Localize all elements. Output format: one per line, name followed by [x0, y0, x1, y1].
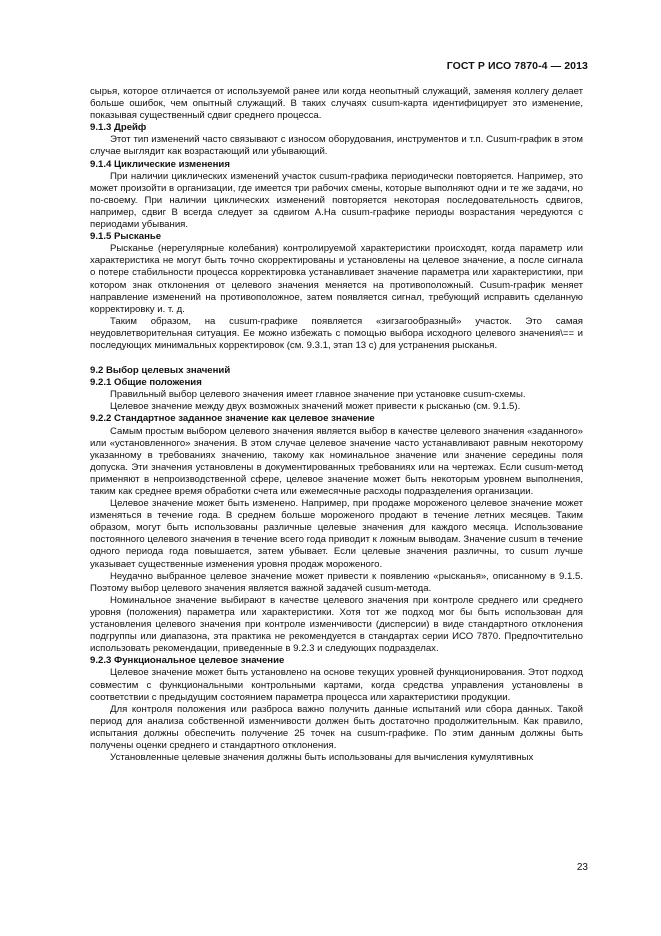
paragraph: Правильный выбор целевого значения имеет главное значение при установке cusum-схемы.: [110, 389, 526, 401]
standard-header: ГОСТ Р ИСО 7870-4 — 2013: [446, 60, 588, 72]
paragraph: Установленные целевые значения должны быть использованы для вычисления кумулятивных: [110, 752, 534, 764]
section-gap: [90, 352, 583, 365]
section-heading: 9.1.4 Циклические изменения: [90, 158, 230, 170]
paragraph: Рысканье (нерегулярные колебания) контролируемой характеристики происходят, когда параметр или характеристика не могут быть точно скорректированы и установлены на целевое значение, а после сигнала о потере стабильности процесса корректировка устанавливает значение параметра или характеристики, при котором знак отклонения от целевого значения меняется на противоположный. Cusum-график меняет направление изменений на противоположное, затем появляется сигнал, требующий исправить сделанную корректировку и. т. д.: [90, 243, 583, 315]
section-heading: 9.2 Выбор целевых значений: [90, 365, 231, 377]
paragraph: Целевое значение может быть установлено на основе текущих уровней функционирования. Этот подход совместим с функциональными контрольными картами, когда средства управления установлены в соответствии с предыдущим состоянием параметра процесса или характеристики продукции.: [90, 667, 583, 703]
paragraph: При наличии циклических изменений участок cusum-графика периодически повторяется. Например, это может произойти в организации, где имеется три рабочих смены, которые выполняют одни и те же задачи, но по-своему. При наличии циклических изменений повторяется некоторая последовательность сдвигов, например, сдвиг В всегда следует за сдвигом А.На cusum-графике периоды возрастания чередуются с периодами убывания.: [90, 170, 583, 231]
section-heading: 9.1.3 Дрейф: [90, 122, 147, 134]
paragraph: Таким образом, на cusum-графике появляется «зигзагообразный» участок. Это самая неудовлетворительная ситуация. Ее можно избежать с помощью выбора исходного целевого значения\== и последующих минимальных корректировок (см. 9.3.1, этап 13 с) для устранения рысканья.: [90, 315, 583, 351]
paragraph: Самым простым выбором целевого значения является выбор в качестве целевого значения «заданного» или «установленного» значения. В этом случае целевое значение часто устанавливают равным некоторому указанному в требованиях значению, такому как номинальное значение или значение середины поля допуска. Эти значения установлены в документированных требованиях или на чертежах. Если cusum-метод применяют в непроизводственной сфере, целевое значение может быть некоторым уровнем выполнения, таким как среднее время обработки счета или ежемесячные расходы подразделения организации.: [90, 425, 583, 497]
paragraph: Этот тип изменений часто связывают с износом оборудования, инструментов и т.п. Cusum-график в этом случае выглядит как возрастающий или убывающий.: [90, 134, 583, 158]
section-heading: 9.2.2 Стандартное заданное значение как целевое значение: [90, 413, 375, 425]
paragraph: Целевое значение между двух возможных значений может привести к рысканью (см. 9.1.5).: [110, 401, 521, 413]
page-number: 23: [576, 862, 588, 873]
paragraph: Неудачно выбранное целевое значение может привести к появлению «рысканья», описанному в 9.1.5. Поэтому выбор целевого значения является важной задачей cusum-метода.: [90, 570, 583, 594]
document-body: [90, 86, 583, 764]
paragraph: Целевое значение может быть изменено. Например, при продаже мороженого целевое значение может изменяться в течение года. В среднем больше мороженого продают в течение летних месяцев. Таким образом, могут быть использованы различные целевые значения для каждого месяца. Использование постоянного целевого значения в течение всего года приводит к ложным выводам. Значение cusum в течение одного периода года повышается, затем убывает. Если целевые значения различны, то cusum лучше указывает существенные изменения уровня продаж мороженого.: [90, 498, 583, 570]
section-heading: 9.1.5 Рысканье: [90, 231, 162, 243]
paragraph: Для контроля положения или разброса важно получить данные испытаний или сбора данных. Такой период для анализа собственной изменчивости должен быть достаточно продолжительным. Как правило, испытания должны обеспечить получение 25 точек на cusum-графике. По этим данным должны быть получены оценки среднего и стандартного отклонения.: [90, 703, 583, 751]
paragraph: сырья, которое отличается от используемой ранее или когда неопытный служащий, заменяя коллегу делает больше ошибок, чем опытный служащий. В таких случаях cusum-карта идентифицирует это изменение, показывая существенный сдвиг среднего процесса.: [90, 86, 583, 122]
section-heading: 9.2.1 Общие положения: [90, 377, 202, 389]
section-heading: 9.2.3 Функциональное целевое значение: [90, 655, 285, 667]
paragraph: Номинальное значение выбирают в качестве целевого значения при контроле среднего или среднего уровня (положения) параметра или характеристики. Хотя тот же подход мог бы быть использован для установления целевого значения при контроле изменчивости (дисперсии) в виде стандартного отклонения подгруппы или диапазона, эта практика не рекомендуется в стандартах серии ИСО 7870. Предпочтительно использовать рекомендации, приведенные в 9.2.3 и следующих подразделах.: [90, 594, 583, 655]
